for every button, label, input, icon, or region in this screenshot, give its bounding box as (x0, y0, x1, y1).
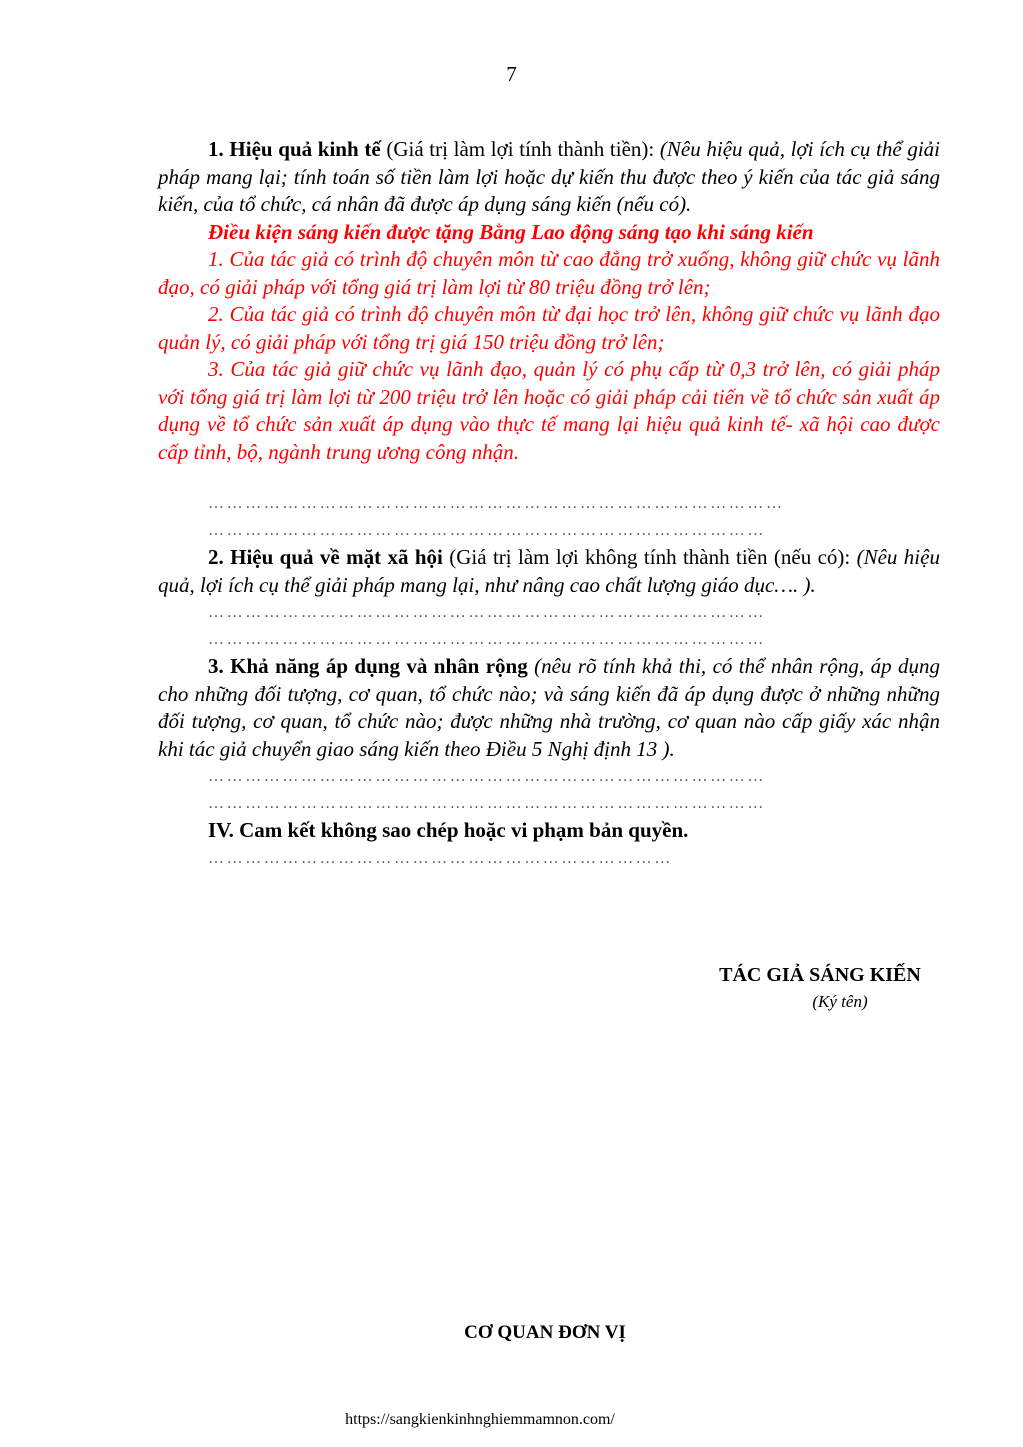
section-1-paragraph (158, 136, 940, 219)
signature-note: (Ký tên) (812, 992, 868, 1011)
dotted-line-5: ……………………………………………………………………………… (208, 768, 766, 785)
dotted-line-1: ………………………………………………………………………………… (208, 495, 785, 512)
dotted-line-6: ……………………………………………………………………………… (208, 795, 766, 812)
section-2-paragraph (158, 544, 940, 599)
section-2-heading: 2. Hiệu quả về mặt xã hội (208, 545, 443, 569)
document-body (158, 136, 940, 872)
dotted-line-3: ……………………………………………………………………………… (208, 604, 766, 621)
section-3-heading: 3. Khả năng áp dụng và nhân rộng (208, 654, 528, 678)
page-number: 7 (506, 62, 517, 86)
spacer (158, 466, 940, 490)
organization-title: CƠ QUAN ĐƠN VỊ (464, 1322, 626, 1343)
section-3-paragraph (158, 653, 940, 763)
condition-item-3: 3. Của tác giả giữ chức vụ lãnh đạo, quản lý có phụ cấp từ 0,3 trở lên, có giải pháp với tổng giá trị làm lợi từ 200 triệu trở lên hoặc có giải pháp cải tiến về tổ chức sản xuất áp dụng về tổ chức sản xuất áp dụng vào thực tế mang lại hiệu quả kinh tế- xã hội cao được cấp tỉnh, bộ, ngành trung ương công nhận. (158, 357, 940, 464)
condition-item-1: 1. Của tác giả có trình độ chuyên môn từ cao đẳng trở xuống, không giữ chức vụ lãnh đạo, có giải pháp với tổng giá trị làm lợi từ 80 triệu đồng trở lên; (158, 247, 940, 299)
conditions-title: Điều kiện sáng kiến được tặng Bằng Lao động sáng tạo khi sáng kiến (208, 219, 814, 244)
section-2-instruction: (Nêu hiệu quả, lợi ích cụ thể giải pháp mang lại, như nâng cao chất lượng giáo dục…. ). (158, 545, 940, 597)
section-3-instruction: (nêu rõ tính khả thi, có thể nhân rộng, áp dụng cho những đối tượng, cơ quan, tổ chức nào; và sáng kiến đã áp dụng được ở những những đối tượng, cơ quan, tổ chức nào; được những nhà trường, cơ quan nào cấp giấy xác nhận khi tác giả chuyển giao sáng kiến theo Điều 5 Nghị định 13 ). (158, 654, 940, 761)
section-2-paren: (Giá trị làm lợi không tính thành tiền (nếu có): (442, 545, 857, 569)
signature-title: TÁC GIẢ SÁNG KIẾN (719, 964, 921, 986)
dotted-line-7: ………………………………………………………………… (208, 849, 673, 867)
condition-item-2: 2. Của tác giả có trình độ chuyên môn từ đại học trở lên, không giữ chức vụ lãnh đạo quản lý, có giải pháp với tổng trị giá 150 triệu đồng trở lên; (158, 302, 940, 354)
section-1-heading: 1. Hiệu quả kinh tế (208, 137, 381, 161)
dotted-line-4: ……………………………………………………………………………… (208, 631, 766, 648)
section-4-heading: IV. Cam kết không sao chép hoặc vi phạm bản quyền. (208, 818, 689, 842)
section-1-paren: (Giá trị làm lợi tính thành tiền): (380, 137, 660, 161)
section-1-instruction: (Nêu hiệu quả, lợi ích cụ thể giải pháp mang lại; tính toán số tiền làm lợi hoặc dự kiến thu được theo ý kiến của tác giả sáng kiến, của tổ chức, cá nhân đã được áp dụng sáng kiến (nếu có). (158, 137, 941, 216)
dotted-line-2: ……………………………………………………………………………… (208, 522, 766, 539)
footer-url: https://sangkienkinhnghiemmamnon.com/ (345, 1411, 615, 1428)
